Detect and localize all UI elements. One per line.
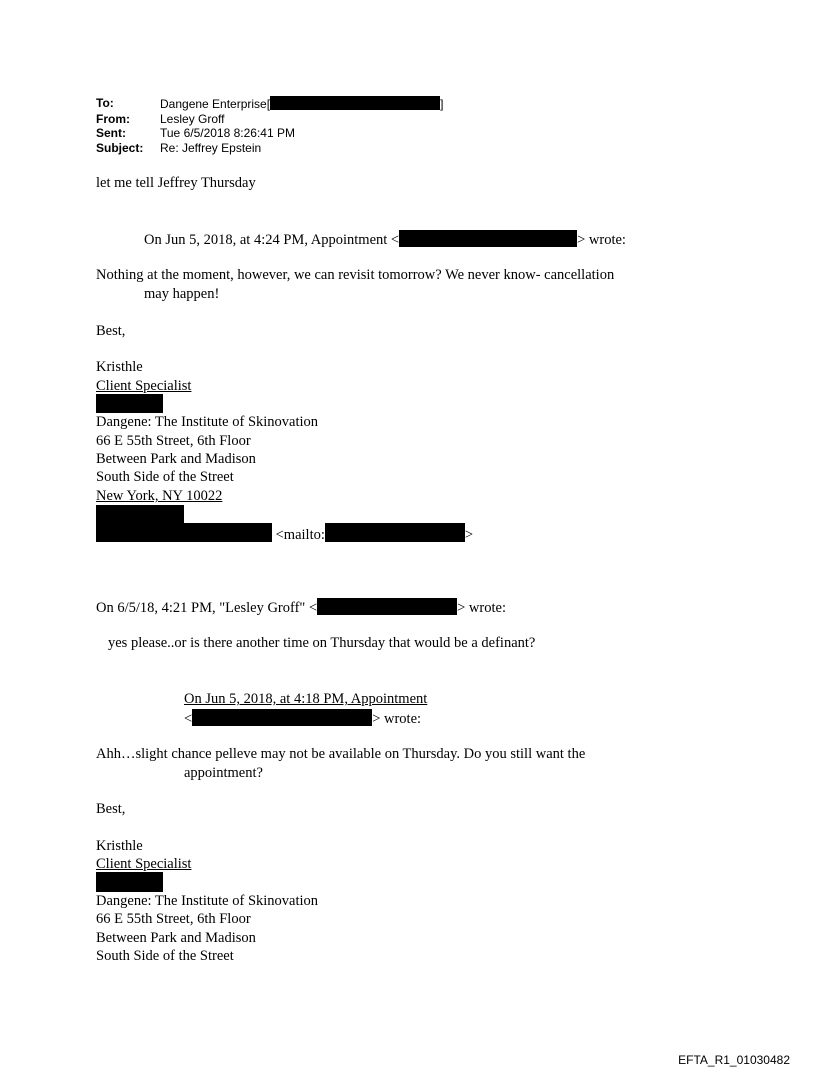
signature-1-address-1: 66 E 55th Street, 6th Floor <box>96 433 251 449</box>
signature-1-company: Dangene: The Institute of Skinovation <box>96 414 319 430</box>
header-subject-row <box>96 141 443 156</box>
header-sent-row <box>96 126 443 141</box>
redaction-box <box>96 505 184 523</box>
message-1-line-1: Nothing at the moment, however, we can revisit tomorrow? We never know- cancellation <box>96 267 615 283</box>
redaction-box <box>96 394 163 413</box>
redaction-box <box>96 523 272 542</box>
document-id: EFTA_R1_01030482 <box>678 1053 790 1067</box>
quote-attribution-1: On Jun 5, 2018, at 4:24 PM, Appointment < > wrote: <box>144 232 626 248</box>
quote-attribution-2: On 6/5/18, 4:21 PM, "Lesley Groff" < > wrote: <box>96 600 506 616</box>
from-label: From: <box>96 111 130 126</box>
message-2: yes please..or is there another time on Thursday that would be a definant? <box>108 635 536 651</box>
subject-value: Re: Jeffrey Epstein <box>160 140 262 155</box>
email-header <box>96 96 443 155</box>
signature-2-address-3: South Side of the Street <box>96 948 234 964</box>
sign-off-1: Best, <box>96 323 126 339</box>
redaction-box <box>96 872 163 892</box>
to-label: To: <box>96 96 114 110</box>
signature-1-email-line: <mailto: > <box>96 523 473 545</box>
redaction-box <box>325 523 465 542</box>
reply-text: let me tell Jeffrey Thursday <box>96 175 256 191</box>
message-1-line-2: may happen! <box>144 286 220 302</box>
redaction-box <box>192 709 372 726</box>
signature-1-address-2: Between Park and Madison <box>96 451 256 467</box>
signature-1-address-4: New York, NY 10022 <box>96 488 223 504</box>
signature-2-title: Client Specialist <box>96 856 192 872</box>
signature-2-name: Kristhle <box>96 838 143 854</box>
signature-1-name: Kristhle <box>96 359 143 375</box>
signature-1-title: Client Specialist <box>96 378 192 394</box>
quote-attribution-3-line-1: On Jun 5, 2018, at 4:18 PM, Appointment <box>184 691 428 707</box>
signature-2-address-1: 66 E 55th Street, 6th Floor <box>96 911 251 927</box>
subject-label: Subject: <box>96 140 144 155</box>
redaction-box <box>270 96 440 110</box>
quote-attribution-3-line-2: < > wrote: <box>184 711 422 727</box>
redaction-box <box>399 230 577 247</box>
signature-2-address-2: Between Park and Madison <box>96 930 256 946</box>
signature-2-company: Dangene: The Institute of Skinovation <box>96 893 319 909</box>
header-to-row <box>96 96 443 112</box>
signature-1-address-3: South Side of the Street <box>96 469 234 485</box>
message-3-line-1: Ahh…slight chance pelleve may not be available on Thursday. Do you still want the <box>96 746 586 762</box>
sent-label: Sent: <box>96 126 126 140</box>
sign-off-2: Best, <box>96 801 126 817</box>
from-value: Lesley Groff <box>160 111 225 126</box>
to-value: Dangene Enterprise[ ] <box>160 97 444 111</box>
header-from-row <box>96 112 443 127</box>
redaction-box <box>317 598 457 615</box>
sent-value: Tue 6/5/2018 8:26:41 PM <box>160 126 295 140</box>
message-3-line-2: appointment? <box>184 765 263 781</box>
